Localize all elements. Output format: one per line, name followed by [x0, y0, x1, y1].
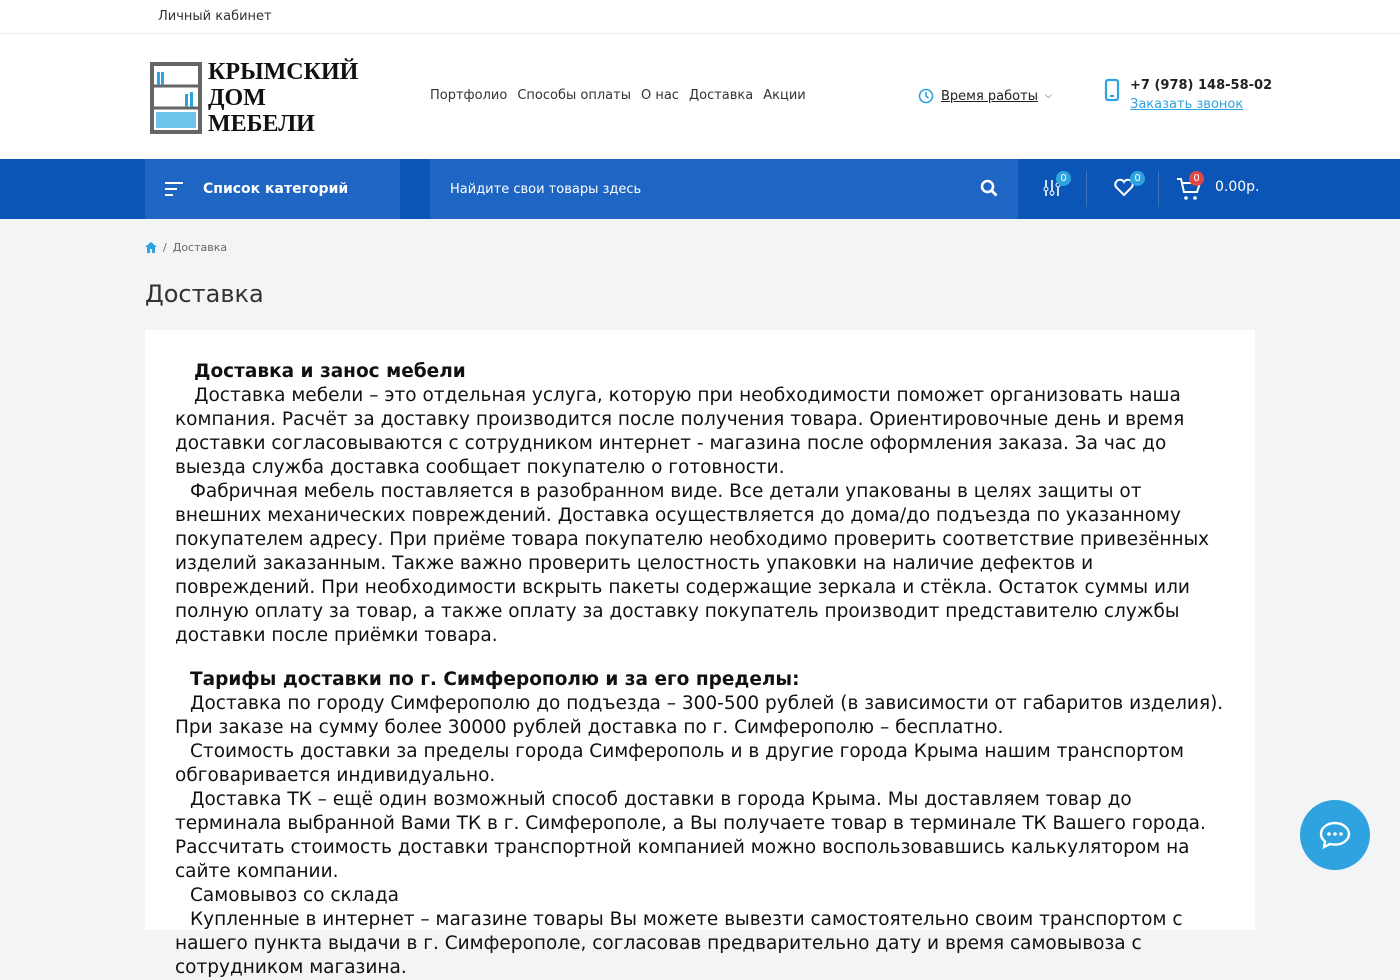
contact-block: [1104, 78, 1272, 112]
article-content: [145, 330, 1255, 978]
menu-payment[interactable]: Способы оплаты: [517, 88, 631, 103]
nav-bar: [0, 159, 1400, 219]
working-hours-label[interactable]: Время работы: [941, 88, 1038, 104]
menu-about[interactable]: О нас: [640, 88, 679, 103]
logo-line: МЕБЕЛИ: [208, 111, 315, 137]
breadcrumb: [145, 241, 227, 254]
phone-number[interactable]: +7 (978) 148-58-02: [1130, 78, 1273, 93]
topbar: [0, 0, 1400, 34]
section-heading: Тарифы доставки по г. Симферополю и за его пределы:: [190, 669, 800, 690]
menu-icon: [165, 182, 183, 196]
logo-line: КРЫМСКИЙ: [208, 59, 359, 85]
home-icon[interactable]: [145, 242, 157, 253]
wishlist-count-badge: 0: [1130, 171, 1145, 186]
menu-delivery[interactable]: Доставка: [688, 88, 754, 103]
paragraph: Фабричная мебель поставляется в разобранном виде. Все детали упакованы в целях защиты от внешних механических повреждений. Доставка осуществляется до дома/до подъезда по указанному покупателем адресу. При приёме товара покупателю необходимо проверить соответствие привезённых изделий заказанным. Также важно проверить целостность упаковки на наличие дефектов и повреждений. При необходимости вскрыть пакеты содержащие зеркала и стёкла. Остаток суммы или полную оплату за товар, а также оплату за доставку покупатель производит представителю службы доставки после приёмки товара.: [175, 481, 1210, 646]
bookshelf-logo-icon: [150, 62, 202, 134]
paragraph: Доставка ТК – ещё один возможный способ доставки в города Крыма. Мы доставляем товар до терминала выбранной Вами ТК в г. Симферополе, а Вы получаете товар в терминале ТК Вашего города. Рассчитать стоимость доставки транспортной компанией можно воспользовавшись калькулятором на сайте компании.: [175, 789, 1206, 882]
search-placeholder: Найдите свои товары здесь: [450, 181, 642, 197]
paragraph: Самовывоз со склада: [190, 885, 399, 906]
chat-button[interactable]: [1300, 800, 1370, 870]
compare-count-badge: 0: [1056, 171, 1071, 186]
main-menu: [430, 88, 806, 103]
paragraph: Купленные в интернет – магазине товары Вы можете вывезти самостоятельно своим транспортом с нашего пункта выдачи в г. Симферополе, согласовав предварительно дату и время самовывоза с сотрудником магазина.: [175, 909, 1183, 978]
callback-link[interactable]: Заказать звонок: [1130, 97, 1244, 112]
cart-count-badge: 0: [1189, 171, 1204, 186]
clock-icon: [918, 88, 934, 104]
paragraph: Доставка по городу Симферополю до подъезда – 300-500 рублей (в зависимости от габаритов изделия). При заказе на сумму более 30000 рублей доставка по г. Симферополю – бесплатно.: [175, 693, 1224, 738]
search-icon[interactable]: [980, 179, 998, 197]
categories-label: Список категорий: [203, 181, 349, 197]
search-input[interactable]: [430, 159, 1018, 219]
divider: [1158, 171, 1159, 207]
paragraph: Доставка мебели – это отдельная услуга, которую при необходимости поможет организовать наша компания. Расчёт за доставку производится после получения товара. Ориентировочные день и время доставки согласовываются с сотрудником интернет - магазина после оформления заказа. За час до выезда служба доставка сообщает покупателю о готовности.: [175, 385, 1185, 478]
menu-promotions[interactable]: Акции: [763, 88, 806, 103]
page-title: Доставка: [145, 280, 264, 308]
cart-total[interactable]: 0.00р.: [1215, 179, 1260, 195]
compare-button[interactable]: [1043, 173, 1067, 202]
working-hours-dropdown[interactable]: [918, 88, 1052, 104]
wishlist-button[interactable]: [1113, 173, 1141, 202]
logo-line: ДОМ: [208, 85, 266, 111]
categories-button[interactable]: [145, 159, 400, 219]
account-link[interactable]: Личный кабинет: [158, 9, 272, 24]
header: [0, 34, 1400, 159]
breadcrumb-current: Доставка: [172, 241, 228, 254]
cart-button[interactable]: [1176, 173, 1202, 206]
logo[interactable]: [150, 59, 358, 137]
chat-icon: [1318, 820, 1352, 850]
chevron-down-icon: ⌵: [1044, 91, 1052, 101]
breadcrumb-separator: /: [163, 241, 167, 254]
section-heading: Доставка и занос мебели: [194, 361, 466, 382]
divider: [1086, 171, 1087, 207]
paragraph: Стоимость доставки за пределы города Симферополь и в другие города Крыма нашим транспортом обговаривается индивидуально.: [175, 741, 1184, 786]
menu-portfolio[interactable]: Портфолио: [430, 88, 508, 103]
phone-icon: [1104, 78, 1120, 102]
